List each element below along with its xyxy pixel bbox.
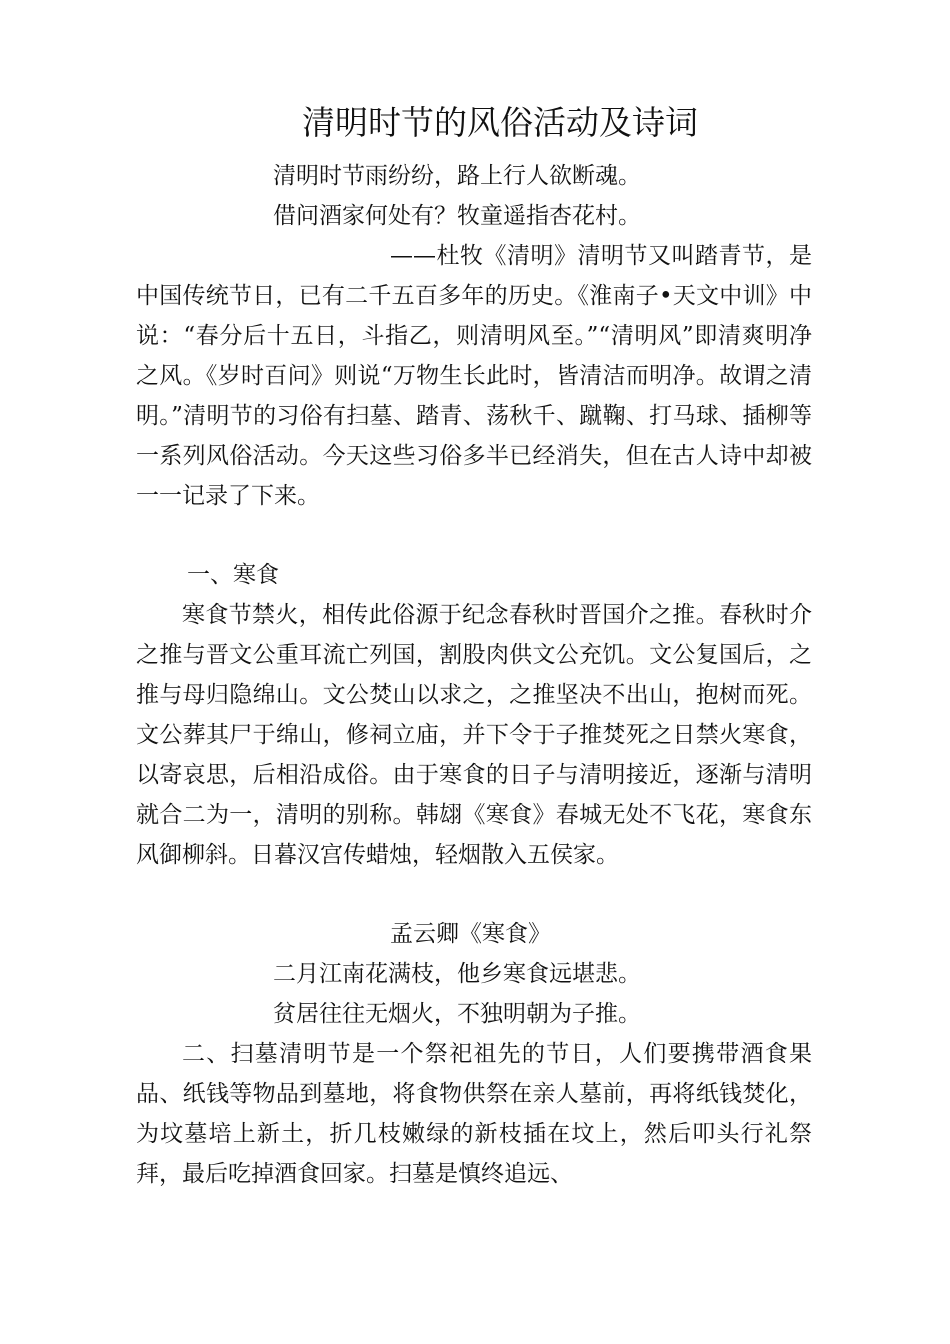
- intro-paragraph-text: ——杜牧《清明》清明节又叫踏青节，是中国传统节日，已有二千五百多年的历史。《淮南子•天文中训》中说：“春分后十五日，斗指乙，则清明风至。”“清明风”即清爽明净之风。《岁时百问》则说“万物生长此时，皆清洁而明净。故谓之清明。”清明节的习俗有扫墓、踏青、荡秋千、蹴鞠、打马球、插柳等一系列风俗活动。今天这些习俗多半已经消失，但在古人诗中却被一一记录了下来。: [136, 243, 812, 509]
- poem2-attribution: 孟云卿《寒食》: [390, 921, 551, 947]
- opening-poem-line-1: 清明时节雨纷纷，路上行人欲断魂。: [273, 163, 641, 189]
- section-saomu-paragraph: [136, 1034, 812, 1194]
- section-heading-hanshi: 一、寒食: [187, 562, 279, 588]
- poem2-line-2: 贫居往往无烟火，不独明朝为子推。: [273, 1001, 641, 1027]
- section-saomu-text: 二、扫墓清明节是一个祭祀祖先的节日，人们要携带酒食果品、纸钱等物品到墓地，将食物供祭在亲人墓前，再将纸钱焚化，为坟墓培上新土，折几枝嫩绿的新枝插在坟上，然后叩头行礼祭拜，最后吃掉酒食回家。扫墓是慎终追远、: [136, 1041, 812, 1187]
- opening-poem-line-2: 借问酒家何处有？牧童遥指杏花村。: [273, 203, 641, 229]
- poem2-line-1: 二月江南花满枝，他乡寒食远堪悲。: [273, 961, 641, 987]
- document-title: 清明时节的风俗活动及诗词: [302, 103, 698, 142]
- section-hanshi-paragraph: [136, 595, 812, 875]
- intro-paragraph: [136, 236, 812, 516]
- section-hanshi-text: 寒食节禁火，相传此俗源于纪念春秋时晋国介之推。春秋时介之推与晋文公重耳流亡列国，割股肉供文公充饥。文公复国后，之推与母归隐绵山。文公焚山以求之，之推坚决不出山，抱树而死。文公葬其尸于绵山，修祠立庙，并下令于子推焚死之日禁火寒食，以寄哀思，后相沿成俗。由于寒食的日子与清明接近，逐渐与清明就合二为一，清明的别称。韩翃《寒食》春城无处不飞花，寒食东风御柳斜。日暮汉宫传蜡烛，轻烟散入五侯家。: [136, 602, 812, 868]
